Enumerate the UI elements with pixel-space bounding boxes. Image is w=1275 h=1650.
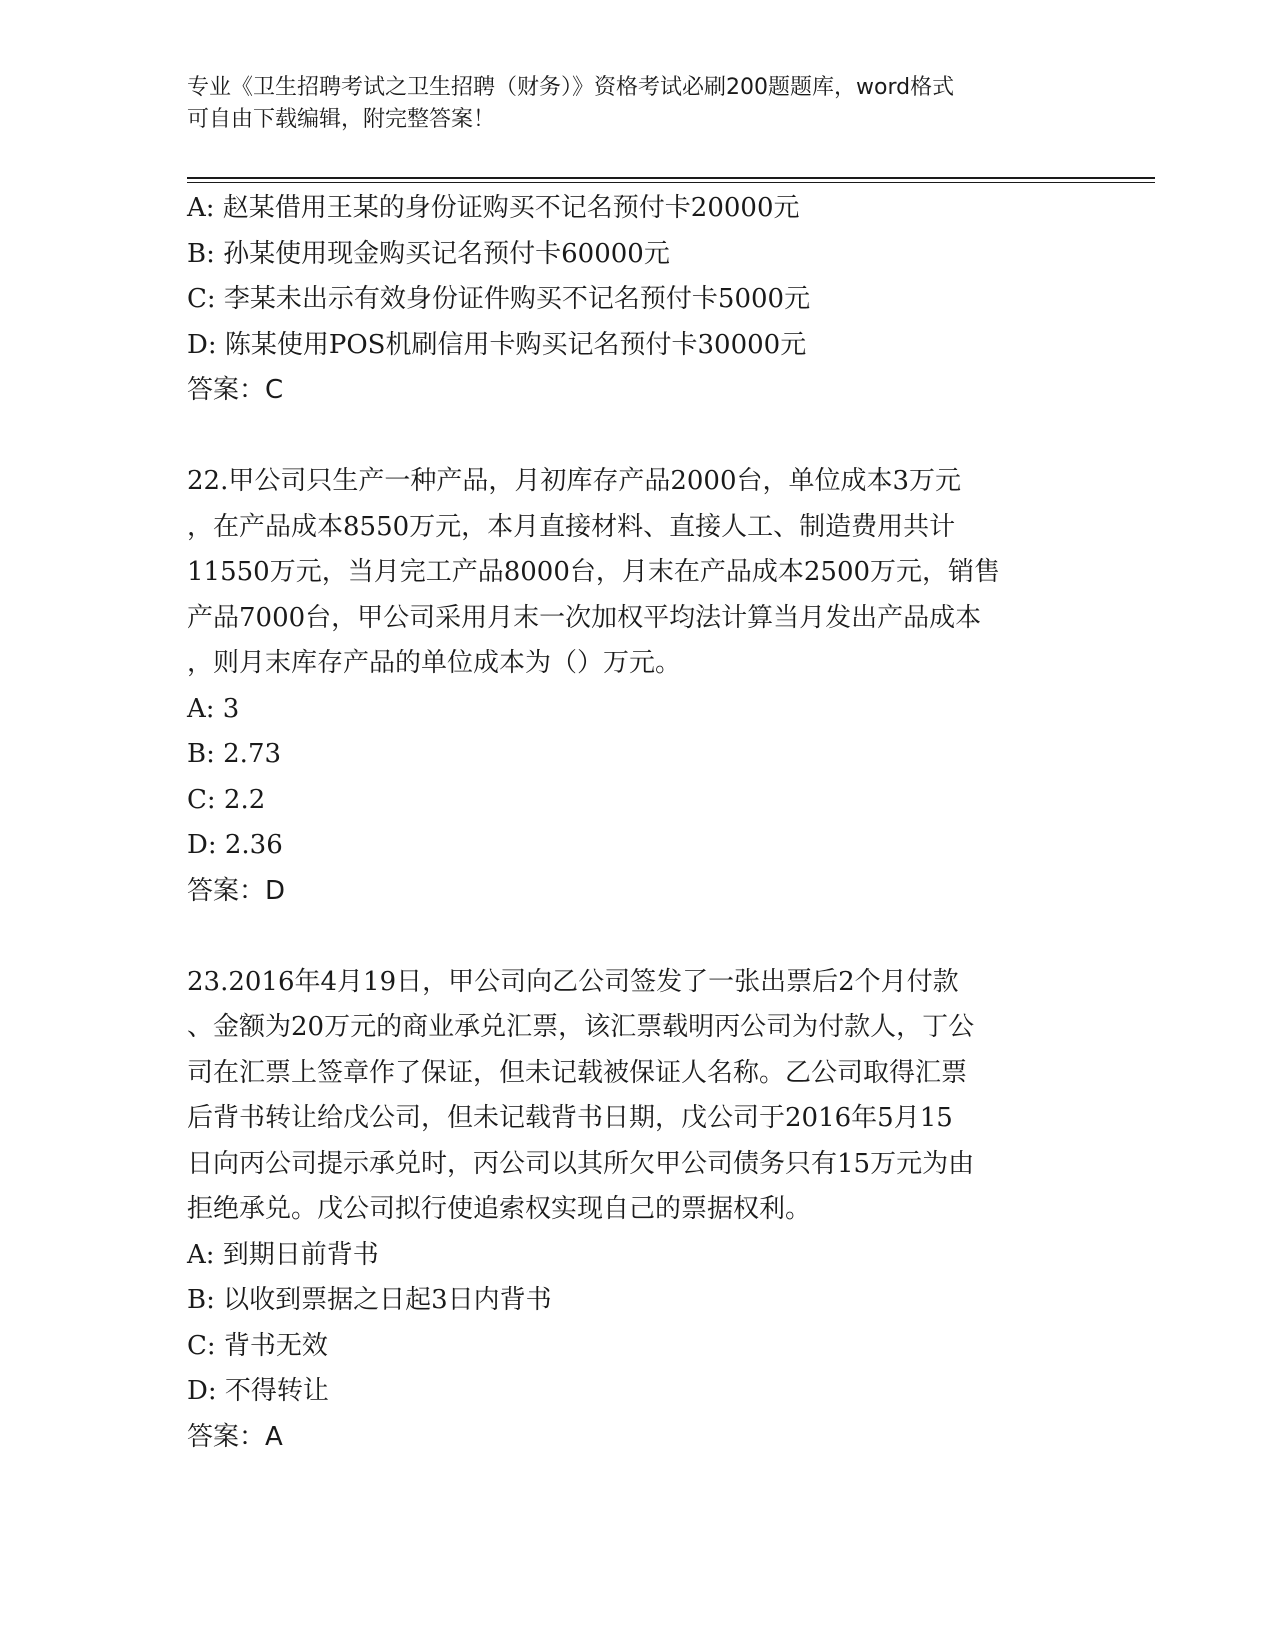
option-b: B: 以收到票据之日起3日内背书	[187, 1285, 552, 1315]
header-rule-thick	[187, 177, 1155, 179]
question-stem-line: 23.2016年4月19日，甲公司向乙公司签发了一张出票后2个月付款	[187, 966, 959, 997]
answer: 答案：A	[187, 1421, 283, 1452]
question-stem-line: 司在汇票上签章作了保证，但未记载被保证人名称。乙公司取得汇票	[187, 1057, 968, 1088]
option-c: C: 李某未出示有效身份证件购买不记名预付卡5000元	[187, 284, 811, 314]
question-stem-line: 拒绝承兑。戊公司拟行使追索权实现自己的票据权利。	[187, 1194, 812, 1224]
question-stem-line: 产品7000台，甲公司采用月末一次加权平均法计算当月发出产品成本	[187, 602, 982, 633]
option-a: A: 赵某借用王某的身份证购买不记名预付卡20000元	[187, 193, 800, 223]
option-a: A: 到期日前背书	[187, 1239, 379, 1270]
option-d: D: 2.36	[187, 830, 283, 860]
option-c: C: 背书无效	[187, 1330, 328, 1361]
option-b: B: 孙某使用现金购买记名预付卡60000元	[187, 238, 670, 269]
question-22	[187, 459, 1087, 914]
answer: 答案：D	[187, 875, 286, 906]
option-d: D: 不得转让	[187, 1376, 329, 1406]
answer: 答案：C	[187, 375, 284, 405]
page-header	[187, 72, 1067, 136]
question-stem-line: 22.甲公司只生产一种产品，月初库存产品2000台，单位成本3万元	[187, 466, 962, 496]
option-a: A: 3	[187, 693, 240, 724]
option-b: B: 2.73	[187, 739, 282, 769]
question-stem-line: 后背书转让给戊公司，但未记载背书日期，戊公司于2016年5月15	[187, 1103, 953, 1133]
question-stem-line: ，在产品成本8550万元，本月直接材料、直接人工、制造费用共计	[187, 511, 956, 542]
question-stem-line: 日向丙公司提示承兑时，丙公司以其所欠甲公司债务只有15万元为由	[187, 1148, 975, 1179]
document-body	[187, 186, 1087, 1460]
header-rule-thin	[187, 182, 1155, 183]
question-stem-line: 11550万元，当月完工产品8000台，月末在产品成本2500万元，销售	[187, 557, 1001, 587]
question-21	[187, 186, 1087, 414]
question-23	[187, 960, 1087, 1461]
option-c: C: 2.2	[187, 784, 266, 815]
header-line-2: 可自由下载编辑，附完整答案！	[187, 107, 496, 132]
header-line-1: 专业《卫生招聘考试之卫生招聘（财务）》资格考试必刷200题题库，word格式	[187, 75, 955, 100]
question-stem-line: ，则月末库存产品的单位成本为（）万元。	[187, 648, 682, 678]
option-d: D: 陈某使用POS机刷信用卡购买记名预付卡30000元	[187, 329, 807, 360]
question-stem-line: 、金额为20万元的商业承兑汇票，该汇票载明丙公司为付款人，丁公	[187, 1012, 975, 1042]
